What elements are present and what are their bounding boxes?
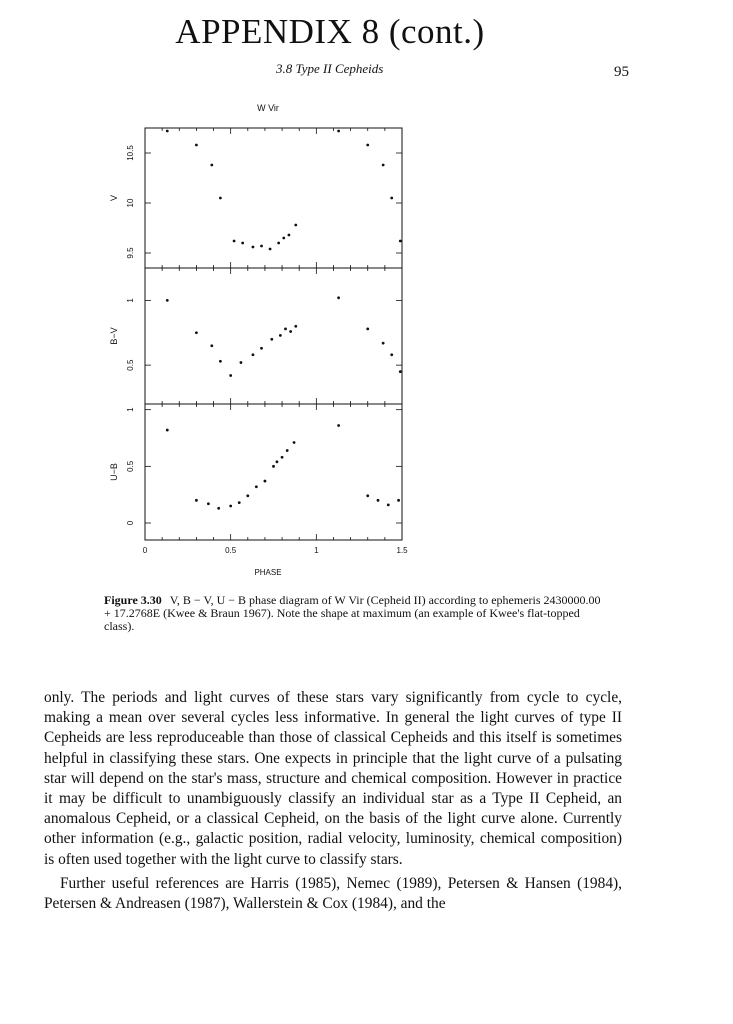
caption-text: V, B − V, U − B phase diagram of W Vir (Cepheid II) according to ephemeris 2430000.00 + 17.2768E (Kwee & Braun 1967). Note the shape at maximum (an example of Kwee's flat-topped class). xyxy=(104,593,601,633)
data-point xyxy=(217,507,220,510)
data-point xyxy=(337,424,340,427)
data-point xyxy=(279,334,282,337)
figure-caption xyxy=(104,594,604,633)
paragraph: Further useful references are Harris (1985), Nemec (1989), Petersen & Hansen (1984), Petersen & Andreasen (1987), Wallerstein & Cox (1984), and the xyxy=(44,874,622,913)
y-tick-label: 10.5 xyxy=(126,145,135,161)
data-point xyxy=(260,245,263,248)
data-point xyxy=(399,370,402,373)
y-axis-label: U−B xyxy=(109,463,119,481)
y-tick-label: 0.5 xyxy=(126,460,135,472)
data-point xyxy=(288,234,291,237)
figure-3-30 xyxy=(100,96,420,586)
data-point xyxy=(377,499,380,502)
data-point xyxy=(277,242,280,245)
running-head: 3.8 Type II Cepheids xyxy=(276,61,384,76)
y-axis-label: B−V xyxy=(109,327,119,345)
data-point xyxy=(252,246,255,249)
page-number: 95 xyxy=(614,64,629,80)
data-point xyxy=(195,331,198,334)
data-point xyxy=(210,164,213,167)
x-axis-label: PHASE xyxy=(254,568,282,577)
phase-diagram xyxy=(100,96,420,586)
x-tick-label: 1.5 xyxy=(396,546,408,555)
data-point xyxy=(286,449,289,452)
data-point xyxy=(166,429,169,432)
data-point xyxy=(210,344,213,347)
data-point xyxy=(284,327,287,330)
data-point xyxy=(272,465,275,468)
data-point xyxy=(390,197,393,200)
data-point xyxy=(289,330,292,333)
data-point xyxy=(260,347,263,350)
data-point xyxy=(219,197,222,200)
data-point xyxy=(195,499,198,502)
data-point xyxy=(282,237,285,240)
star-label: W Vir xyxy=(257,103,279,113)
body-text xyxy=(44,688,622,914)
data-point xyxy=(337,296,340,299)
data-point xyxy=(387,503,390,506)
data-point xyxy=(293,441,296,444)
appendix-title: APPENDIX 8 (cont.) xyxy=(175,12,485,51)
data-point xyxy=(281,456,284,459)
data-point xyxy=(252,353,255,356)
data-point xyxy=(166,299,169,302)
panel-frame xyxy=(145,404,402,540)
data-point xyxy=(195,144,198,147)
data-point xyxy=(233,240,236,243)
data-point xyxy=(337,130,340,133)
data-point xyxy=(382,164,385,167)
data-point xyxy=(382,342,385,345)
data-point xyxy=(264,480,267,483)
data-point xyxy=(229,374,232,377)
x-tick-label: 0.5 xyxy=(225,546,237,555)
data-point xyxy=(366,144,369,147)
y-tick-label: 1 xyxy=(126,298,135,303)
data-point xyxy=(270,338,273,341)
data-point xyxy=(294,325,297,328)
panel-frame xyxy=(145,268,402,404)
data-point xyxy=(269,248,272,251)
paragraph: only. The periods and light curves of these stars vary significantly from cycle to cycle, making a mean over several cycles less informative. In general the light curves of type II Cepheids are less reproduceable than those of classical Cepheids and this itself is sometimes helpful in classifying these stars. One expects in principle that the light curve of a pulsating star will depend on the star's mass, structure and chemical composition. However in practice it may be difficult to unambiguously classify an individual star as a Type II Cepheid, an anomalous Cepheid, or a classical Cepheid, on the basis of the light curve alone. Currently other information (e.g., galactic position, radial velocity, luminosity, chemical composition) is often used together with the light curve to classify stars. xyxy=(44,689,622,868)
data-point xyxy=(276,460,279,463)
data-point xyxy=(238,501,241,504)
data-point xyxy=(229,505,232,508)
panel-frame xyxy=(145,128,402,268)
y-tick-label: 0 xyxy=(126,520,135,526)
data-point xyxy=(399,240,402,243)
data-point xyxy=(241,242,244,245)
y-tick-label: 1 xyxy=(126,407,135,412)
data-point xyxy=(390,353,393,356)
data-point xyxy=(166,130,169,133)
y-tick-label: 10 xyxy=(126,198,135,208)
data-point xyxy=(207,502,210,505)
data-point xyxy=(294,224,297,227)
caption-label: Figure 3.30 xyxy=(104,593,162,607)
data-point xyxy=(397,499,400,502)
data-point xyxy=(255,485,258,488)
data-point xyxy=(366,494,369,497)
data-point xyxy=(366,327,369,330)
x-tick-label: 1 xyxy=(314,546,319,555)
data-point xyxy=(246,494,249,497)
data-point xyxy=(240,361,243,364)
x-tick-label: 0 xyxy=(142,546,148,555)
data-point xyxy=(219,360,222,363)
y-tick-label: 0.5 xyxy=(126,359,135,371)
y-axis-label: V xyxy=(109,194,119,202)
y-tick-label: 9.5 xyxy=(126,247,135,259)
